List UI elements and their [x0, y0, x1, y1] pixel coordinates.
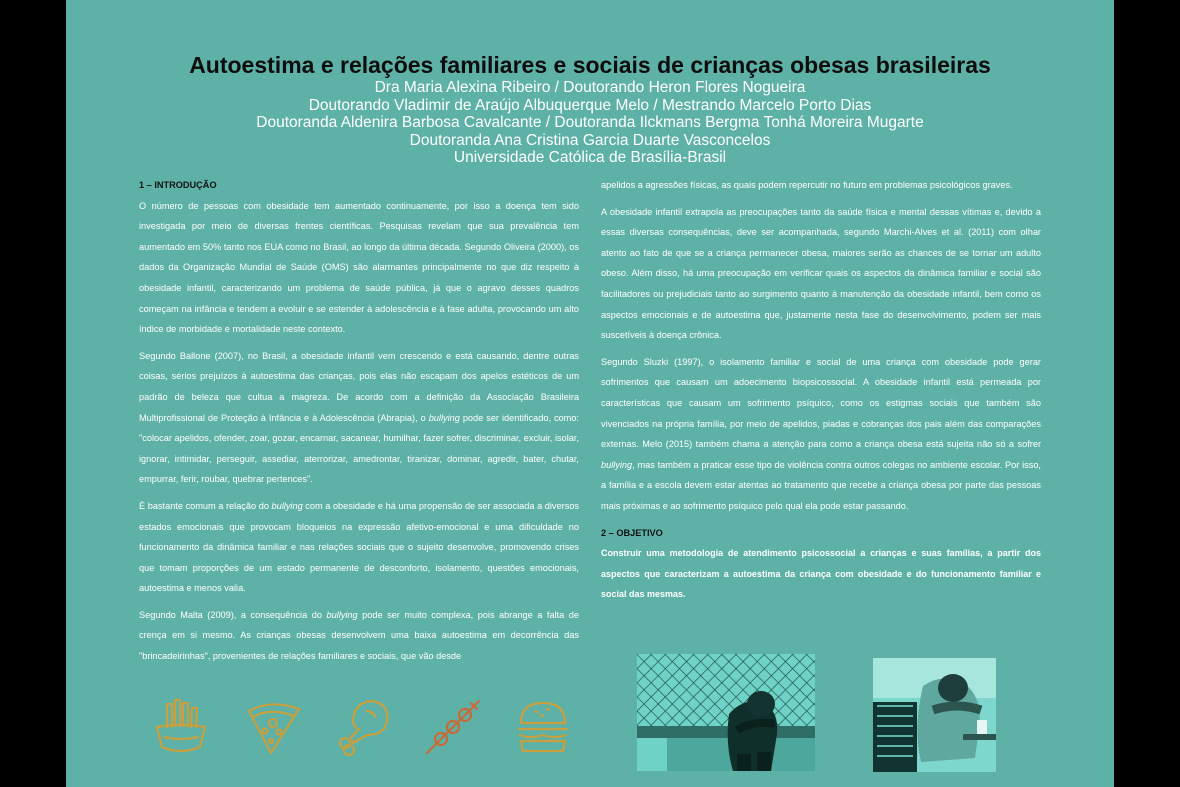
author-line: Doutorando Vladimir de Araújo Albuquerque Melo / Mestrando Marcelo Porto Dias: [308, 96, 872, 114]
right-paragraph-1: apelidos a agressões físicas, as quais podem repercutir no futuro em problemas psicológicos graves.: [601, 180, 1013, 190]
food-icons: [151, 697, 531, 759]
intro-paragraph-4: Segundo Malta (2009), a consequência do bullying pode ser muito complexa, pois abrange a falta de crença em si mesmo. As crianças obesas desenvolvem uma baixa autoestima em decorrência das "brincadeirinhas", provenientes de relações familiares e sociais, que vão desde: [139, 609, 579, 662]
affiliation: Universidade Católica de Brasília-Brasil: [453, 149, 727, 167]
kebab-icon: [423, 697, 483, 757]
burger-icon: [513, 697, 573, 757]
right-paragraph-2: A obesidade infantil extrapola as preocupações tanto da saúde física e mental dessas vítimas e, devido a essas diversas consequências, deve ser acompanhada, segundo Marchi-Alves et al. (2011) com olhar atento ao fato de que se a criança permanecer obesa, maiores serão as chances de se tornar um adulto obeso. Além disso, há uma preocupação em verificar quais os aspectos da dinâmica familiar e social são facilitadores ou prejudiciais tanto ao surgimento quanto à manutenção da obesidade infantil, bem como os aspectos emocionais e de autoestima que, justamente nesta fase do desenvolvimento, podem ser mais suscetíveis à doença crônica.: [601, 206, 1041, 341]
intro-paragraph-3: É bastante comum a relação do bullying com a obesidade e há uma propensão de ser associada a diversos estados emocionais que provocam bloqueios na expressão afetivo-emocional e uma dificuldade no funcionamento da dinâmica familiar e nas relações sociais que o sujeito desenvolve, promovendo crises que tomam proporções de um estado permanente de desconforto, isolamento, questões emocionais, autoestima e menos valia.: [139, 500, 579, 594]
objective-heading: 2 – OBJETIVO: [601, 527, 663, 538]
photo-sad-boy: [637, 654, 815, 771]
author-list: [66, 79, 1114, 167]
author-line: Dra Maria Alexina Ribeiro / Doutorando Heron Flores Nogueira: [374, 79, 806, 96]
author-line: Doutoranda Aldenira Barbosa Cavalcante / Doutoranda Ilckmans Bergma Tonhá Moreira Mugarte: [256, 114, 924, 132]
intro-paragraph-1: O número de pessoas com obesidade tem aumentado continuamente, por isso a doença tem sido investigada por meio de diversas frentes científicas. Pesquisas revelam que sua prevalência tem aumentado em 50% tanto nos EUA como no Brasil, ao longo da última década. Segundo Oliveira (2000), os dados da Organização Mundial de Saúde (OMS) são alarmantes principalmente no que diz respeito à obesidade infantil, caracterizando um problema de saúde pública, já que o agravo desses quadros começam na infância e tendem a evoluir e se estender à adolescência e à fase adulta, provocando um alto índice de morbidade e mortalidade neste contexto.: [139, 200, 579, 335]
intro-paragraph-2: Segundo Ballone (2007), no Brasil, a obesidade infantil vem crescendo e está causando, dentre outras coisas, sérios prejuízos à autoestima das crianças, pois elas não escapam dos apelos estéticos de um padrão de beleza que cultua a magreza. De acordo com a definição da Associação Brasileira Multiprofissional de Proteção à Infância e à Adolescência (Abrapia), o bullying pode ser identificado, como: "colocar apelidos, ofender, zoar, gozar, encarnar, sacanear, humilhar, fazer sofrer, discriminar, excluir, isolar, ignorar, intimidar, perseguir, assediar, aterrorizar, amedrontar, tiranizar, dominar, agredir, bater, chutar, empurrar, ferir, roubar, quebrar pertences".: [139, 350, 579, 485]
author-line: Doutoranda Ana Cristina Garcia Duarte Vasconcelos: [409, 131, 771, 149]
poster-title: Autoestima e relações familiares e sociais de crianças obesas brasileiras: [189, 52, 991, 78]
photo-sad-girl: [873, 658, 996, 772]
intro-heading: 1 – INTRODUÇÃO: [139, 180, 217, 190]
right-paragraph-3: Segundo Sluzki (1997), o isolamento familiar e social de uma criança com obesidade pode gerar sofrimentos que causam um adoecimento biopsicossocial. A obesidade infantil está permeada por características que causam um sofrimento psíquico, como os estigmas sociais que também são vivenciados na própria família, por meio de apelidos, piadas e cobranças dos pais além das comparações externas. Melo (2015) também chama a atenção para como a criança obesa está sujeita não só a sofrer bullying, mas também a praticar esse tipo de violência contra outros colegas no ambiente escolar. Por isso, a família e a escola devem estar atentas ao tratamento que recebe a criança obesa por parte das pessoas mais próximas e ao sofrimento psíquico pelo qual ela pode estar passando.: [601, 356, 1041, 511]
objective-text: Construir uma metodologia de atendimento psicossocial a crianças e suas famílias, a partir dos aspectos que caracterizam a autoestima da criança com obesidade e do funcionamento familiar e social das mesmas.: [601, 548, 1041, 600]
left-column: [139, 175, 579, 673]
chicken-leg-icon: [331, 697, 391, 757]
right-column: [601, 175, 1041, 611]
fries-icon: [151, 697, 211, 757]
pizza-icon: [243, 697, 303, 757]
poster: [66, 0, 1114, 787]
